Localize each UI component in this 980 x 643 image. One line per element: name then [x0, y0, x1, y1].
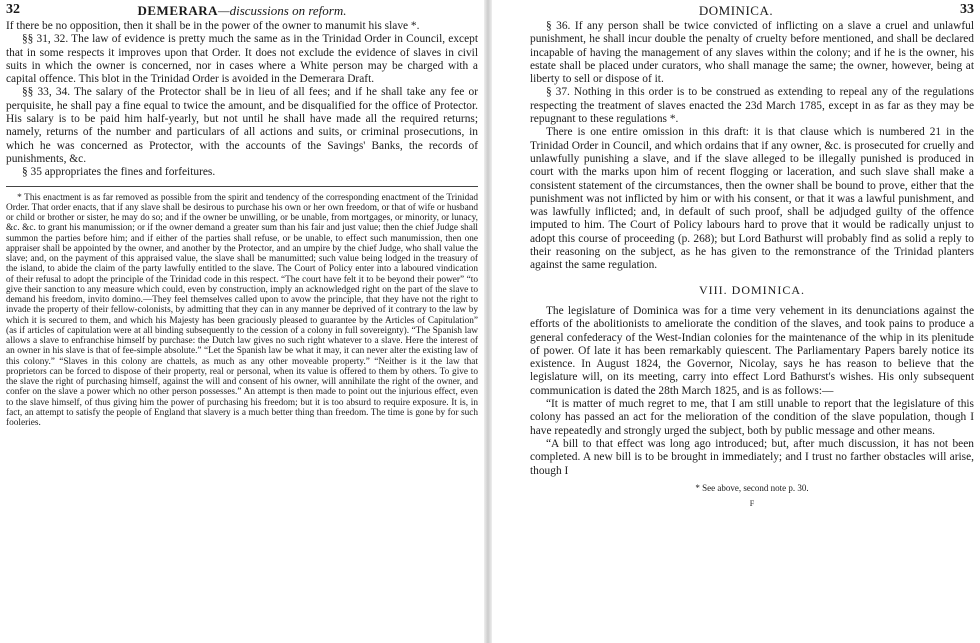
right-paragraph: § 37. Nothing in this order is to be construed as extending to repeal any of the regulations respecting the treatment of slaves enacted the 23d March 1785, except in as far as they may be repugnant to these regulations *. — [530, 86, 974, 126]
right-page-number: 33 — [960, 2, 974, 17]
section-paragraph: “A bill to that effect was long ago introduced; but, after much discussion, it has not been completed. A new bill is to be brought in immediately; and I trust no farther obstacles will arise, though I — [530, 437, 974, 477]
left-page — [0, 0, 484, 643]
right-paragraph: There is one entire omission in this draft: it is that clause which is numbered 21 in the Trinidad Order in Council, and which ordains that if any owner, &c. is prosecuted for cruelly and unlawfully punishing a slave, and if the slave alleged to be illegally punished is produced in court with the marks upon him of recent flogging or laceration, and such slave shall make a consistent statement of the circumstances, then the owner shall be bound to prove, either that the punishment was not inflicted by him or with his consent, or that it was a lawful punishment, and was lawfully inflicted; and, in default of such proof, shall be adjudged guilty of the offence imputed to him. The Court of Policy labours hard to prove that it would be radically unjust to adopt this course of proceeding (p. 268); but Lord Bathurst will probably find as solid a reply to their reasoning on the subject, as he has given to the remonstrance of the Trinidad planters against the same regulation. — [530, 126, 974, 272]
footnote-rule — [6, 186, 478, 187]
right-running-title: DOMINICA. — [698, 3, 774, 18]
right-page — [492, 0, 980, 643]
right-paragraph: § 36. If any person shall be twice convicted of inflicting on a slave a cruel and unlawful punishment, he shall incur double the penalty of cruelty before mentioned, and shall be declared incapable of having the management of any slaves within the colony; and if he is the owner, his estate shall be placed under curators, who shall manage the same; the owner, however, being at liberty to sell or dispose of it. — [530, 20, 974, 86]
section-paragraph: “It is matter of much regret to me, that I am still unable to report that the legislature of this colony has passed an act for the melioration of the condition of the slave population, though I have repeatedly and strongly urged the subject, both by public message and other means. — [530, 398, 974, 437]
left-paragraph: § 35 appropriates the fines and forfeitures. — [21, 166, 216, 179]
right-footnote: * See above, second note p. 30. — [695, 482, 809, 493]
left-running-head — [0, 0, 484, 20]
left-footnote-text: * This enactment is as far removed as possible from the spirit and tendency of the corresponding enactment of the Trinidad Order. That order enacts, that if any slave shall be desirous to purchase his own or her own freedom, or that of wife or husband or child or brother or sister, he may do so; and if the owner be unwilling, or be unable, from mortgages, or minority, or lunacy, &c. &c. to grant his manumission; or if the owner demand a greater sum than his fair and just value; then the chief Judge shall summon the parties before him; and if either of the parties shall refuse, or be unable, to effect such manumission, then one appraiser shall be appointed by the owner, and another by the Protector, and an umpire by the chief Judge, who shall value the slave; and, on the payment of this appraised value, the slave shall be manumitted; such value being lodged in the treasury of the island, to abide the claim of the party lawfully entitled to the slave. The Court of Policy enter into a laboured vindication of their refusal to adopt the principle of the Trinidad code in this respect. “The court have felt it to be beyond their power” “to give their sanction to any measure which could, even by construction, imply an acknowledged right on the part of the slave to demand his freedom, invito domino.—They feel themselves called upon to avow the principle, that they have not the right to invade the property of their fellow-colonists, by admitting that they can in any manner be deprived of it contrary to the law by which it is secured to them, and which his Majesty has been graciously pleased to guarantee by the Articles of Capitulation” (as if articles of capitulation were at all binding subsequently to the cession of a colony in full sovereignty). “The Spanish law allows a slave to enfranchise himself by purchase: the Dutch law gives no such right whatever to a slave. Here the interest of an owner in his slave is that of fee-simple absolute.” “Let the Spanish law be what it may, it can never alter the existing law of this colony.” “Slaves in this colony are chattels, as much as any other moveable property.” “Neither is it the law that proprietors can be forced to dispose of their property, real or personal, when its value is offered to them by others. To give to the slave the right of purchasing himself, against the will and consent of his owner, will annihilate the right of the owner, and confer on the slave a power which no other person possesses.” An attempt is then made to point out the injurious effect, even to the slave himself, of thus giving him the power of purchasing his freedom; but it is too absurd to require exposure. It is, in fact, an attempt to satisfy the people of England that slavery is a much better thing than freedom. The time is gone by for such fooleries. — [6, 192, 478, 429]
section-paragraph: The legislature of Dominica was for a time very vehement in its denunciations against the efforts of the abolitionists to ameliorate the condition of the slaves, and took pains to produce a general confederacy of the West-Indian colonies for the maintenance of the whip in its plenitude of power. Of late it has been remarkably quiescent. The Parliamentary Papers barely notice its existence. In August 1824, the Governor, Nicolay, says he has reason to believe that the legislature will, on its meeting, carry into effect Lord Bathurst's wishes. His only subsequent communication is dated the 28th March 1825, and is as follows:— — [530, 304, 974, 397]
running-head-main: DEMERARA — [137, 3, 219, 18]
running-head-sub: —discussions on reform. — [218, 3, 347, 18]
left-footnote — [6, 193, 478, 429]
right-running-head — [492, 0, 980, 20]
left-running-title — [0, 3, 484, 19]
book-gutter — [484, 0, 492, 643]
signature-mark: F — [749, 499, 755, 509]
left-paragraph: §§ 31, 32. The law of evidence is pretty much the same as in the Trinidad Order in Council, except that in some respects it improves upon that Order. It does not exclude the evidence of slaves in civil suits in which the owner is concerned, nor in cases where a White person may be charged with a capital offence. This blot in the Trinidad Order is avoided in the Demerara Draft. — [6, 33, 478, 86]
section-heading: VIII. DOMINICA. — [699, 282, 805, 297]
left-body — [6, 20, 478, 428]
left-page-number: 32 — [6, 2, 20, 17]
left-paragraph: §§ 33, 34. The salary of the Protector shall be in lieu of all fees; and if he shall take any fee or perquisite, he shall pay a fine equal to twice the amount, and be disqualified for the office of Protector. His salary is to be paid him half-yearly, but not until he shall have made all the required returns; namely, returns of the number and particulars of all actions and suits, or criminal prosecutions, in which he was concerned as Protector, with the accounts of the Savings' Banks, the records of punishments, &c. — [6, 86, 478, 165]
right-body — [530, 20, 974, 510]
left-paragraph: If there be no opposition, then it shall be in the power of the owner to manumit his slave *. — [6, 20, 420, 32]
